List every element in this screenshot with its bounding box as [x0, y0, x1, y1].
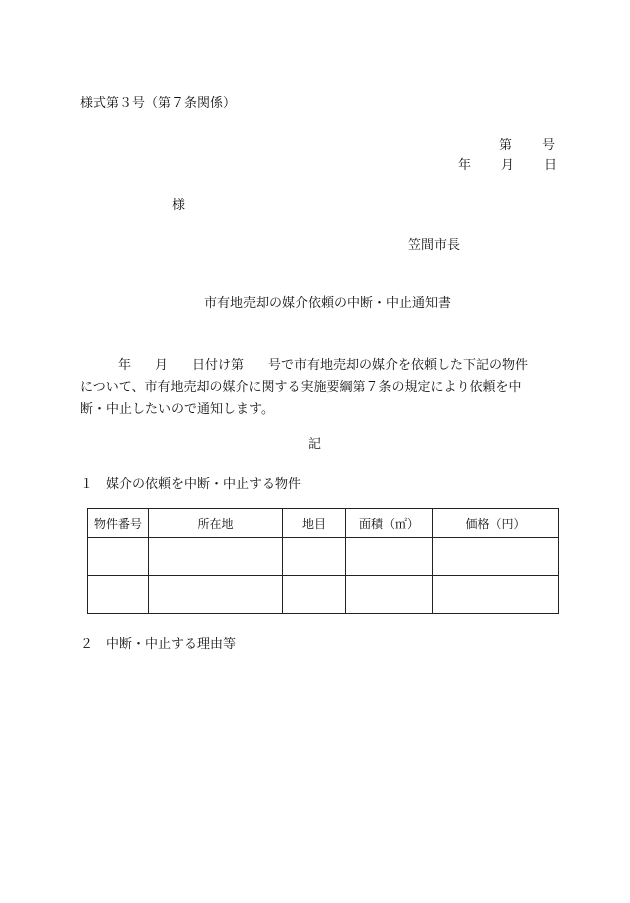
section-1-number: １	[80, 477, 94, 492]
table-cell	[283, 538, 346, 576]
date-day: 日	[544, 158, 558, 173]
section-1-title: 媒介の依頼を中断・中止する物件	[106, 477, 302, 492]
table-cell	[149, 538, 283, 576]
header-area: 面積（㎡）	[346, 509, 433, 538]
table-cell	[283, 576, 346, 614]
section-2-number: ２	[80, 637, 94, 652]
body-line-1	[80, 355, 552, 377]
body-paragraph	[80, 355, 552, 421]
table-row	[88, 538, 559, 576]
document-number-line	[499, 138, 555, 154]
section-2-heading	[80, 637, 236, 653]
table-cell	[149, 576, 283, 614]
sender-name: 笠間市長	[408, 238, 461, 253]
body-year: 年	[118, 358, 132, 373]
recipient-line: 様	[172, 198, 186, 213]
header-location: 所在地	[149, 509, 283, 538]
body-line-3: 断・中止したいので通知します。	[80, 402, 274, 417]
document-number-go: 号	[542, 138, 556, 153]
date-year: 年	[458, 158, 472, 173]
body-day-prefix: 日付け第	[192, 358, 245, 373]
document-number-dai: 第	[499, 138, 513, 153]
table-cell	[346, 576, 433, 614]
table-cell	[433, 538, 559, 576]
body-line-1-rest: 号で市有地売却の媒介を依頼した下記の物件	[268, 358, 529, 373]
section-1-heading	[80, 477, 301, 493]
ki-heading: 記	[308, 437, 322, 452]
date-month: 月	[501, 158, 515, 173]
document-title: 市有地売却の媒介依頼の中断・中止通知書	[204, 296, 452, 311]
property-table	[87, 508, 559, 614]
section-2-title: 中断・中止する理由等	[106, 637, 237, 652]
header-price: 価格（円）	[433, 509, 559, 538]
body-line-2: について、市有地売却の媒介に関する実施要綱第７条の規定により依頼を中	[80, 380, 522, 395]
header-property-number: 物件番号	[88, 509, 149, 538]
table-cell	[88, 576, 149, 614]
table-row	[88, 576, 559, 614]
form-number: 様式第３号（第７条関係）	[80, 96, 237, 111]
body-month: 月	[155, 358, 169, 373]
table-cell	[346, 538, 433, 576]
table-cell	[433, 576, 559, 614]
table-cell	[88, 538, 149, 576]
date-line	[458, 158, 557, 174]
header-land-category: 地目	[283, 509, 346, 538]
table-header-row	[88, 509, 559, 538]
